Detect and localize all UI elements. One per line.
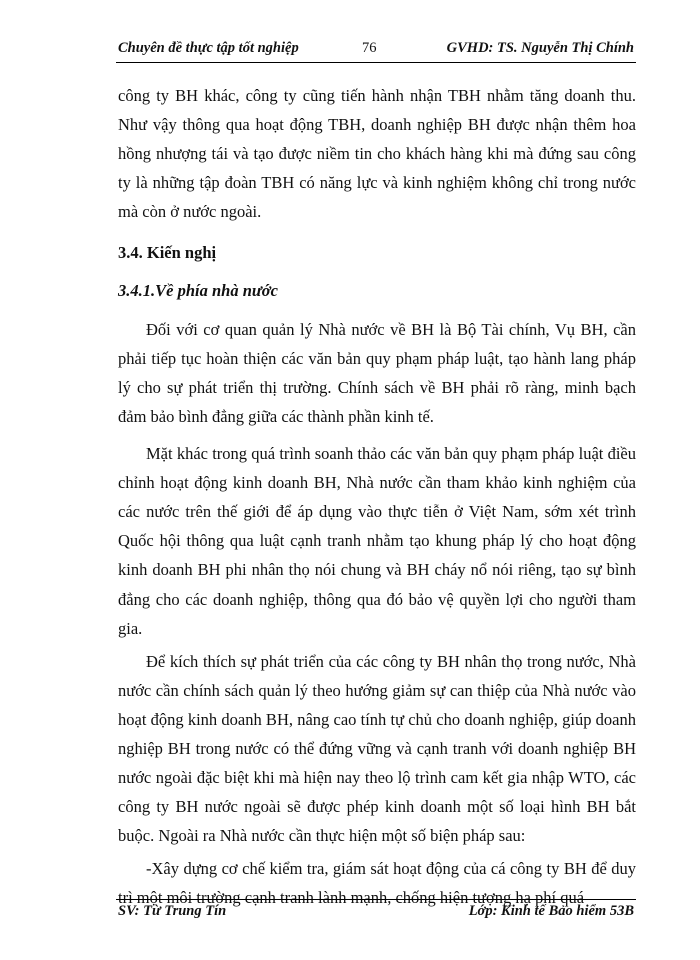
header-title: Chuyên đề thực tập tốt nghiệp <box>118 40 299 56</box>
paragraph: Đối với cơ quan quản lý Nhà nước về BH là Bộ Tài chính, Vụ BH, cần phải tiếp tục hoàn thiện các văn bản quy phạm pháp luật, tạo hành lang pháp lý cho sự phát triển thị trường. Chính sách về BH phải rõ ràng, minh bạch đảm bảo bình đẳng giữa các thành phần kinh tế. <box>118 319 636 426</box>
page-number: 76 <box>362 40 377 56</box>
paragraph: -Xây dựng cơ chế kiểm tra, giám sát hoạt động của cá công ty BH để duy trì một môi trường cạnh tranh lành mạnh, chống hiện tượng hạ phí quá <box>118 859 636 908</box>
page-footer <box>116 899 636 925</box>
header-supervisor: GVHD: TS. Nguyễn Thị Chính <box>446 40 634 56</box>
page-body <box>118 81 636 913</box>
subsection-heading: 3.4.1.Về phía nhà nước <box>118 280 278 300</box>
footer-class: Lớp: Kinh tế Bảo hiểm 53B <box>468 903 634 919</box>
page-header <box>116 40 636 63</box>
paragraph: Để kích thích sự phát triển của các công ty BH nhân thọ trong nước, Nhà nước cần chính sách quản lý theo hướng giảm sự can thiệp của Nhà nước vào hoạt động kinh doanh BH, nâng cao tính tự chủ cho doanh nghiệp, giúp doanh nghiệp BH trong nước có thể đứng vững và cạnh tranh với doanh nghiệp BH nước ngoài đặc biệt khi mà hiện nay theo lộ trình cam kết gia nhập WTO, các công ty BH nước ngoài sẽ được phép kinh doanh một số loại hình BH bắt buộc. Ngoài ra Nhà nước cần thực hiện một số biện pháp sau: <box>118 651 636 846</box>
paragraph: Mặt khác trong quá trình soanh thảo các văn bản quy phạm pháp luật điều chỉnh hoạt động kinh doanh BH, Nhà nước cần tham khảo kinh nghiệm của các nước trên thế giới để áp dụng vào thực tiễn ở Việt Nam, sớm xét trình Quốc hội thông qua luật cạnh tranh nhằm tạo khung pháp lý cho hoạt động kinh doanh BH phi nhân thọ nói chung và BH cháy nổ nói riêng, tạo sự bình đẳng cho các doanh nghiệp, thông qua đó bảo vệ quyền lợi cho người tham gia. <box>118 444 636 638</box>
paragraph-continuation: công ty BH khác, công ty cũng tiến hành nhận TBH nhằm tăng doanh thu. Như vậy thông qua hoạt động TBH, doanh nghiệp BH được nhận thêm hoa hồng nhượng tái và tạo được niềm tin cho khách hàng khi mà đứng sau công ty là những tập đoàn TBH có năng lực và kinh nghiệm không chỉ trong nước mà còn ở nước ngoài. <box>118 86 636 222</box>
section-heading: 3.4. Kiến nghị <box>118 243 217 263</box>
footer-student: SV: Từ Trung Tín <box>118 903 227 919</box>
